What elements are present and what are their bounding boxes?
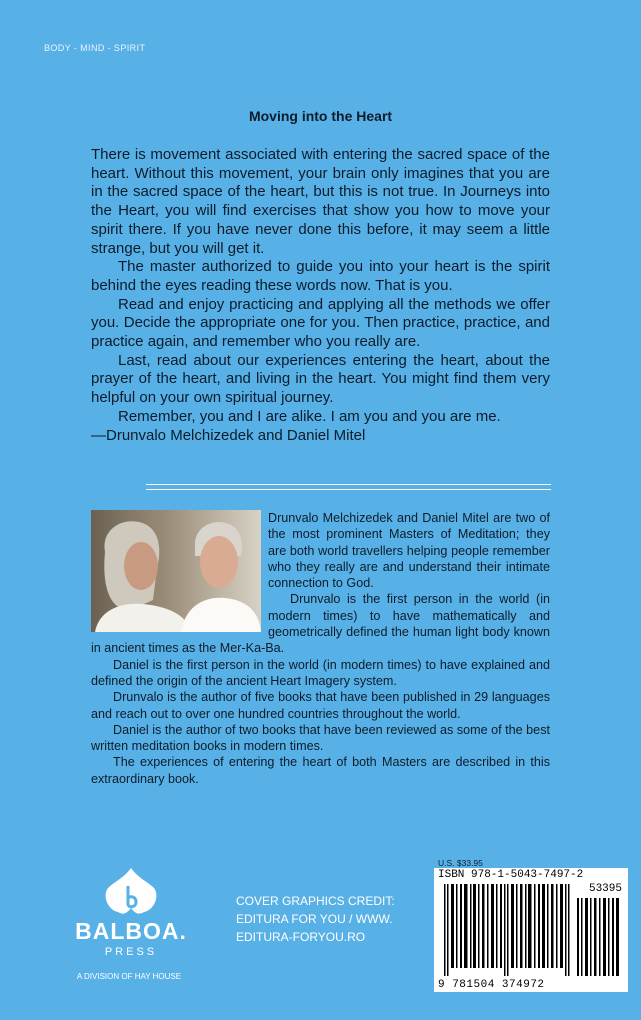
- isbn-text: ISBN 978-1-5043-7497-2: [438, 869, 584, 881]
- addon-barcode-bars: [576, 898, 622, 976]
- publisher-press: PRESS: [104, 946, 158, 958]
- bio-paragraph: The experiences of entering the heart of both Masters are described in this extraordinary book.: [91, 755, 550, 786]
- bio-paragraph: Drunvalo is the author of five books that have been published in 29 languages and reach out to over one hundred countries throughout the world.: [91, 690, 550, 721]
- credit-line: EDITURA FOR YOU / WWW.: [236, 912, 393, 926]
- publisher-logo: [56, 862, 206, 992]
- credit-line: EDITURA-FORYOU.RO: [236, 930, 366, 944]
- barcode-addon-number: 53395: [588, 883, 622, 895]
- bio-paragraph: Drunvalo Melchizedek and Daniel Mitel are two of the most prominent Masters of Meditation; they are both world travellers helping people remember who they really are and understand their intimate connection to God.: [268, 511, 550, 591]
- publisher-name: BALBOA.: [75, 918, 187, 944]
- publisher-division: A DIVISION OF HAY HOUSE: [76, 972, 182, 981]
- drop-flower-icon: [104, 866, 158, 918]
- barcode: [434, 868, 628, 992]
- blurb-paragraph: Remember, you and I are alike. I am you and you are me.: [118, 407, 501, 425]
- bio-paragraph: Daniel is the author of two books that have been reviewed as some of the best written meditation books in modern times.: [91, 722, 550, 754]
- blurb-paragraph: Last, read about our experiences entering the heart, about the prayer of the heart, and living in the heart. You might find them very helpful on your own spiritual journey.: [91, 351, 550, 407]
- bio-paragraph: Drunvalo is the first person in the world (in modern times) to have mathematically and geometrically defined the human light body known in ancient times as the Mer-Ka-Ba.: [91, 592, 550, 656]
- author-bio: [91, 510, 550, 787]
- blurb: [91, 146, 550, 445]
- cover-credit: [236, 892, 395, 946]
- blurb-paragraph: The master authorized to guide you into your heart is the spirit behind the eyes reading these words now. That is you.: [91, 258, 550, 294]
- section-title: Moving into the Heart: [248, 108, 393, 124]
- credit-line: COVER GRAPHICS CREDIT:: [236, 894, 395, 908]
- blurb-paragraph: Read and enjoy practicing and applying all the methods we offer you. Decide the appropriate one for you. Then practice, practice, and practice again, and remember who you really are.: [91, 295, 550, 351]
- double-rule-divider: [146, 484, 551, 490]
- price-label: U.S. $33.95: [438, 858, 483, 868]
- ean-number: 9 781504 374972: [438, 979, 545, 991]
- blurb-paragraph: There is movement associated with entering the sacred space of the heart. Without this movement, your brain only imagines that you are in the sacred space of the heart, but this is not true. In Journeys into the Heart, you will find exercises that show you how to move your spirit there. If you have never done this before, it may seem a little strange, but you will get it.: [91, 146, 550, 257]
- blurb-signature: —Drunvalo Melchizedek and Daniel Mitel: [91, 426, 366, 444]
- bio-paragraph: Daniel is the first person in the world (in modern times) to have explained and defined the origin of the ancient Heart Imagery system.: [91, 657, 550, 688]
- ean-barcode-bars: [442, 884, 572, 976]
- category-label: BODY - MIND - SPIRIT: [44, 43, 146, 53]
